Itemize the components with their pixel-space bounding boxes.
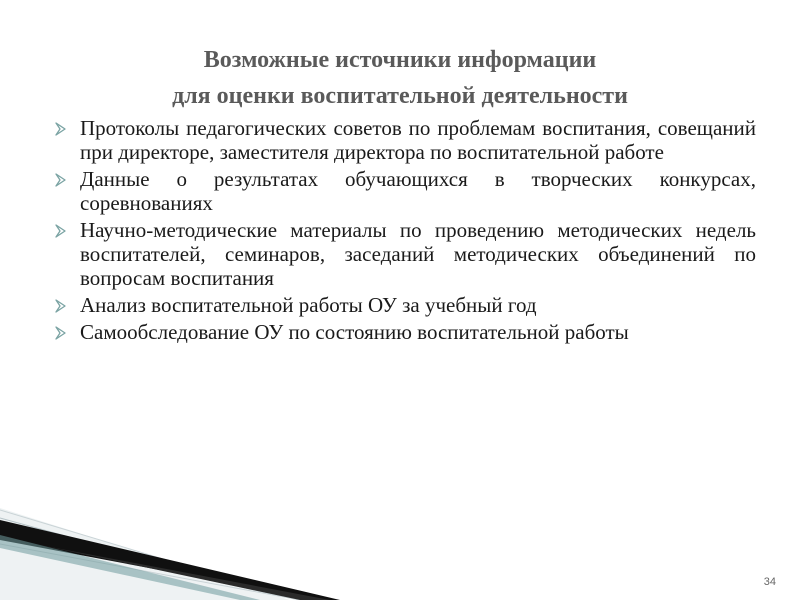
arrow-bullet-icon [52,324,70,342]
slide-title-line-1: Возможные источники информации [203,47,597,73]
list-item [52,218,756,290]
arrow-bullet-icon [52,297,70,315]
list-item-text: Анализ воспитательной работы ОУ за учебный год [80,293,537,317]
list-item-text: Научно-методические материалы по проведению методических недель воспитателей, семинаров, заседаний методических объединений по вопросам воспитания [80,218,756,290]
arrow-bullet-icon [52,222,70,240]
slide-title [0,42,800,114]
slide-title-line-2: для оценки воспитательной деятельности [172,83,628,109]
list-item-text: Данные о результатах обучающихся в творческих конкурсах, соревнованиях [80,167,756,215]
list-item [52,320,756,344]
arrow-bullet-icon [52,171,70,189]
page-number: 34 [763,576,776,588]
source-list [52,116,756,347]
arrow-bullet-icon [52,120,70,138]
list-item-text: Самообследование ОУ по состоянию воспитательной работы [80,320,629,344]
list-item-text: Протоколы педагогических советов по проблемам воспитания, совещаний при директоре, заместителя директора по воспитательной работе [80,116,756,164]
list-item [52,167,756,215]
list-item [52,293,756,317]
list-item [52,116,756,164]
